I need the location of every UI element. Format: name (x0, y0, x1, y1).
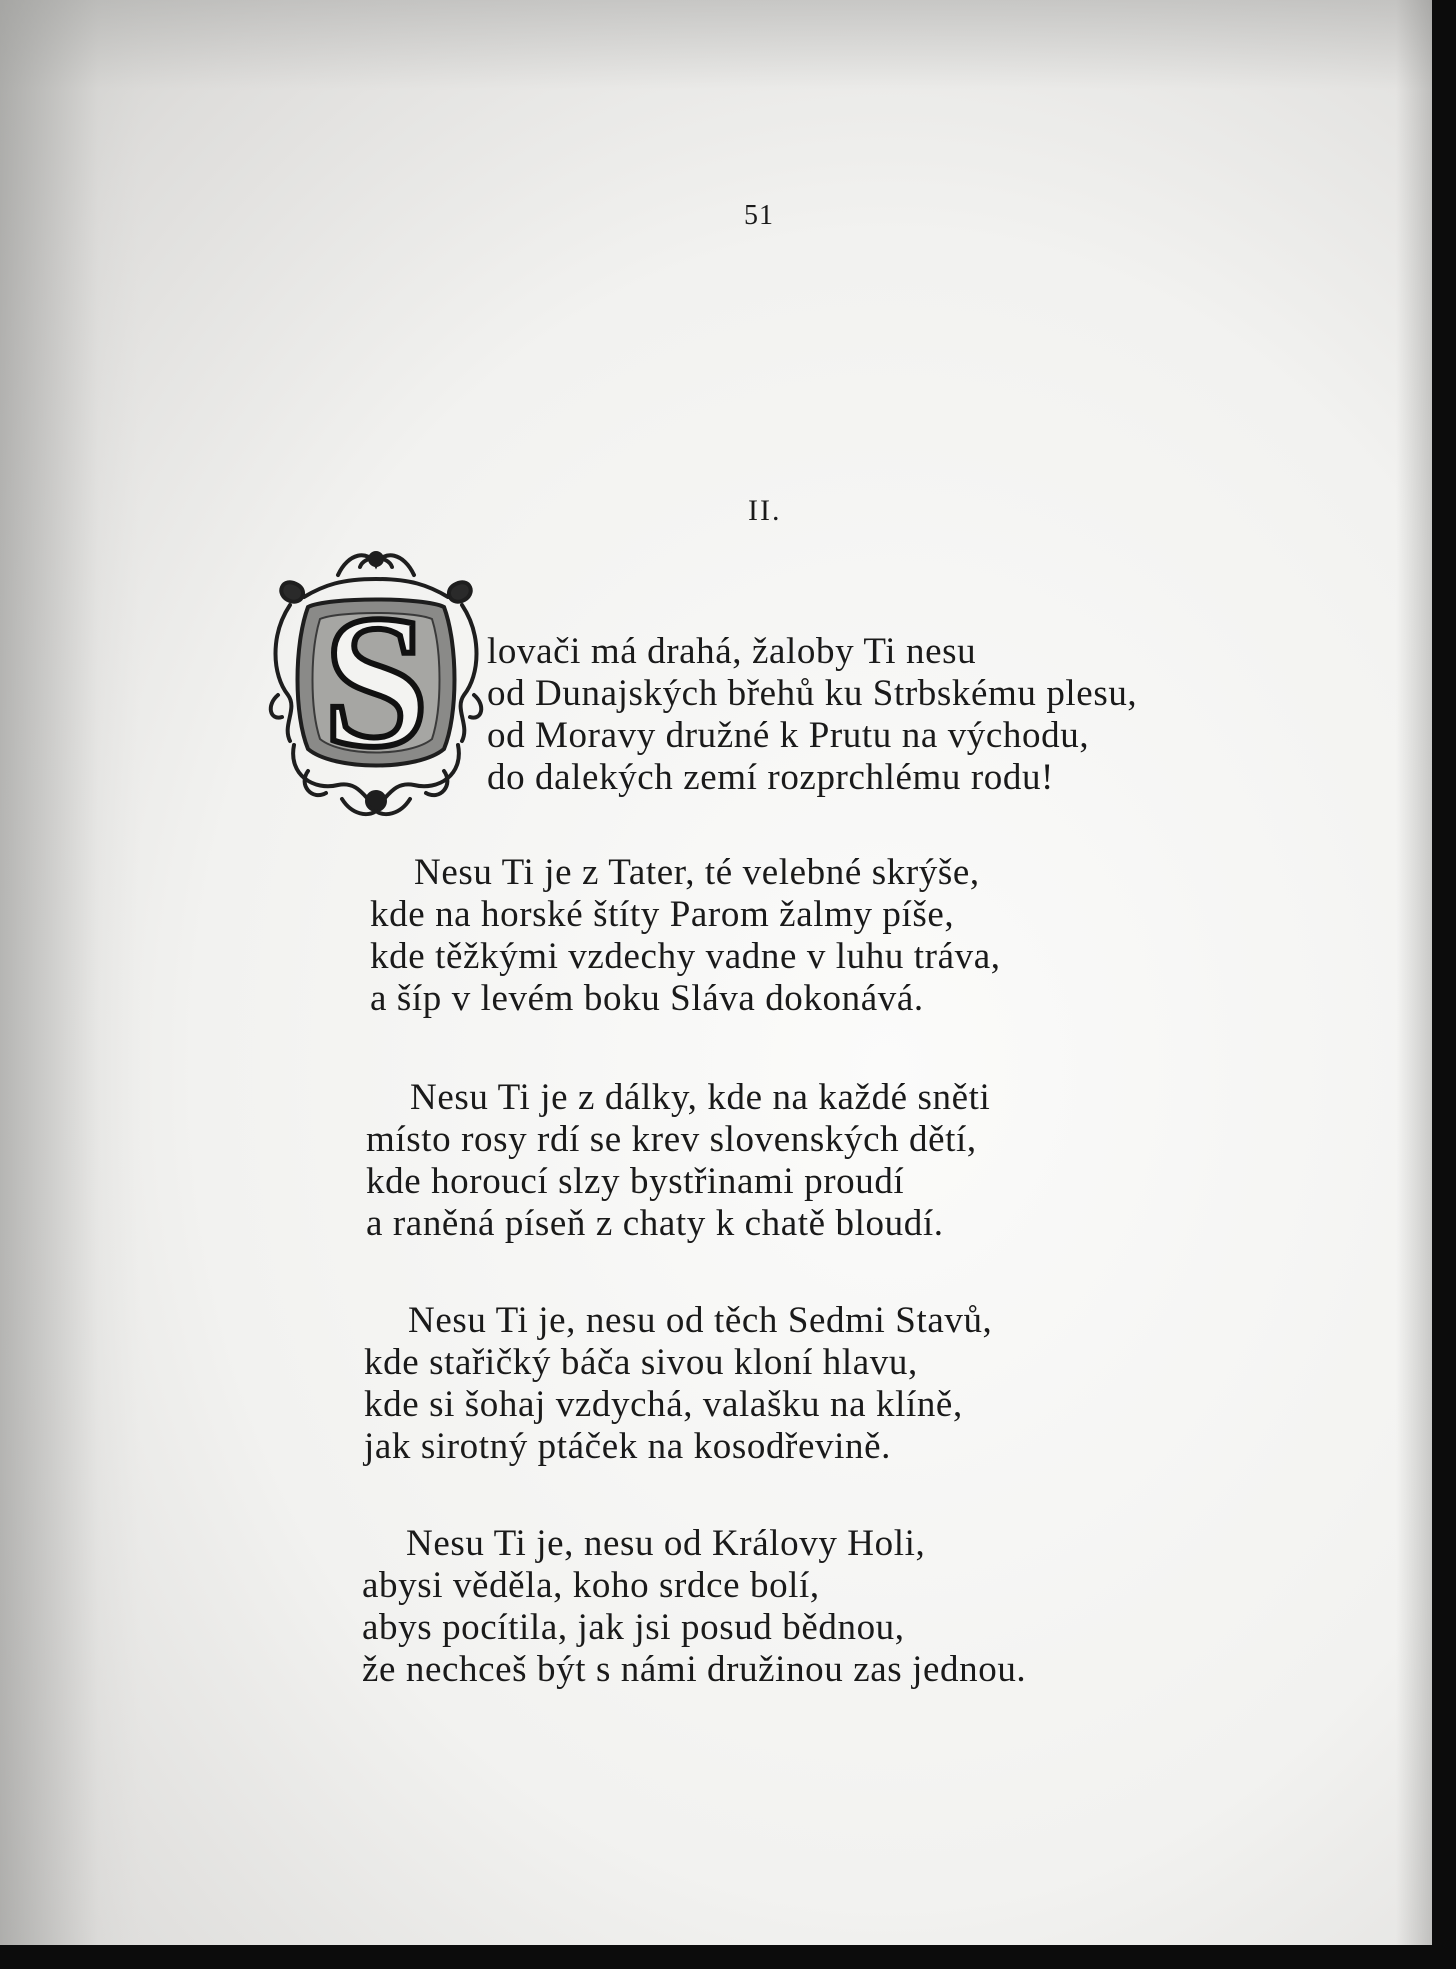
stanza-line: Nesu Ti je, nesu od těch Sedmi Stavů, (408, 1300, 993, 1341)
page-shadow-left (0, 0, 140, 1945)
stanza-line: jak sirotný ptáček na kosodřevině. (364, 1426, 891, 1467)
stanza-3 (366, 1077, 990, 1245)
page-edge-right (1396, 0, 1432, 1945)
stanza-line: od Dunajských břehů ku Strbskému plesu, (487, 673, 1138, 714)
stanza-line: kde na horské štíty Parom žalmy píše, (370, 894, 955, 935)
stanza-2 (370, 852, 1001, 1020)
section-number: II. (748, 494, 782, 527)
stanza-line: Nesu Ti je z Tater, té velebné skrýše, (414, 852, 980, 893)
stanza-line: Nesu Ti je, nesu od Královy Holi, (406, 1523, 926, 1564)
stanza-line: abys pocítila, jak jsi posud bědnou, (362, 1607, 905, 1648)
stanza-4 (364, 1300, 992, 1468)
ornamental-initial (268, 545, 484, 821)
stanza-line: do dalekých zemí rozprchlému rodu! (487, 757, 1054, 798)
stanza-line: místo rosy rdí se krev slovenských dětí, (366, 1119, 977, 1160)
stanza-line: abysi věděla, koho srdce bolí, (362, 1565, 820, 1606)
stanza-line: kde stařičký báča sivou kloní hlavu, (364, 1342, 918, 1383)
stanza-line: od Moravy družné k Prutu na východu, (487, 715, 1090, 756)
stanza-line: a šíp v levém boku Sláva dokonává. (370, 978, 924, 1019)
stanza-1 (487, 631, 1137, 799)
page-shadow-top (0, 0, 1432, 90)
stanza-line: kde těžkými vzdechy vadne v luhu tráva, (370, 936, 1001, 977)
stanza-line: kde horoucí slzy bystřinami proudí (366, 1161, 905, 1202)
initial-letter: S (323, 577, 429, 787)
stanza-line: Nesu Ti je z dálky, kde na každé sněti (410, 1077, 991, 1118)
stanza-5 (362, 1523, 1026, 1691)
stanza-line: že nechceš být s námi družinou zas jednou. (362, 1649, 1027, 1690)
stanza-line: kde si šohaj vzdychá, valašku na klíně, (364, 1384, 963, 1425)
stanza-line: lovači má drahá, žaloby Ti nesu (487, 631, 977, 672)
page-number: 51 (744, 200, 774, 231)
stanza-line: a raněná píseň z chaty k chatě bloudí. (366, 1203, 944, 1244)
